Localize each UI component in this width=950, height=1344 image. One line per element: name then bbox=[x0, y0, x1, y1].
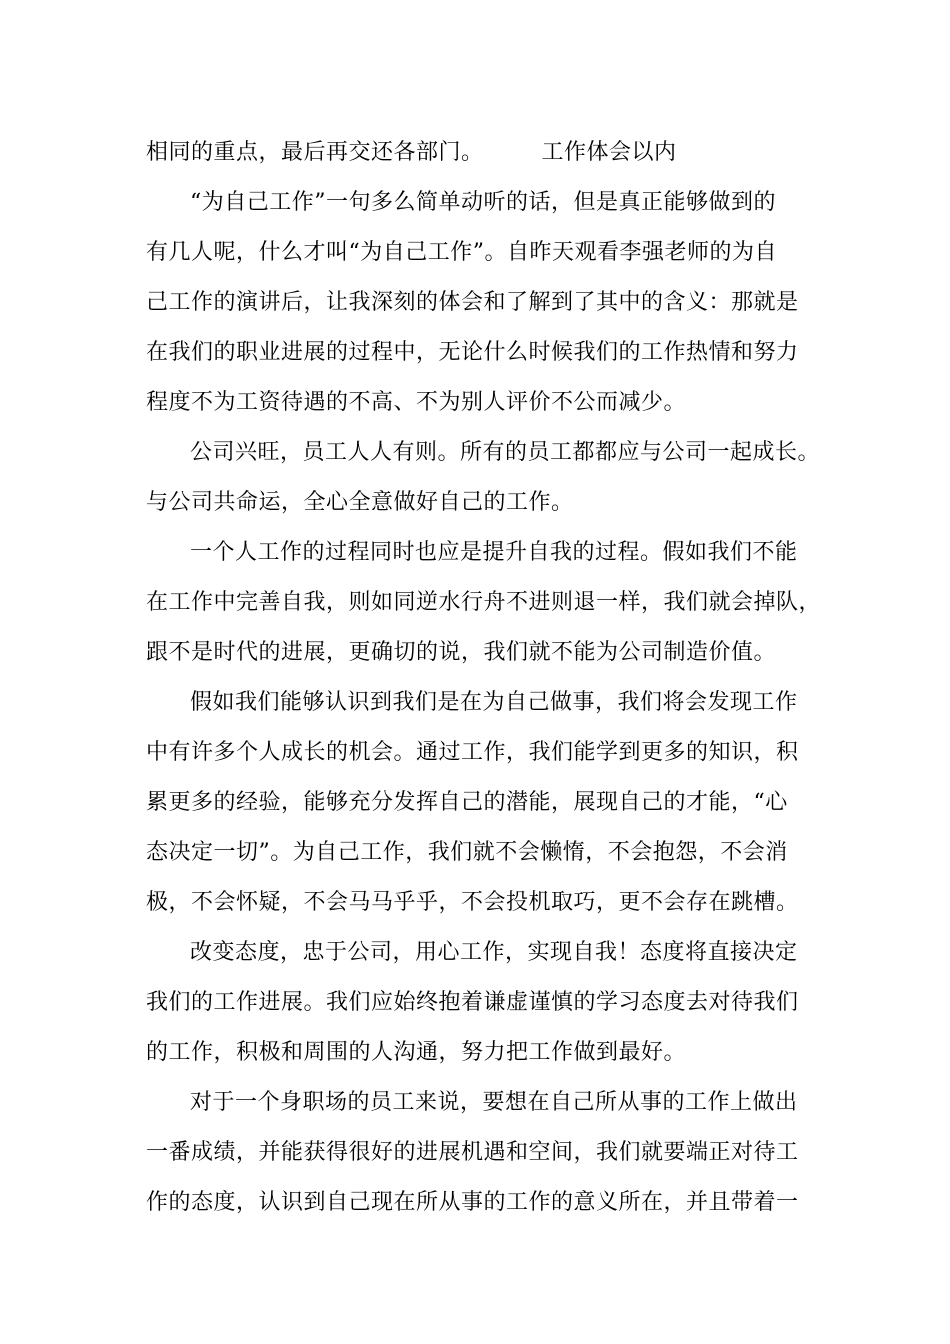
continuation-tail-text: 工作体会以内 bbox=[541, 140, 677, 165]
paragraph-line: 的工作，积极和周围的人沟通，努力把工作做到最好。 bbox=[146, 1040, 687, 1065]
paragraph-line: 假如我们能够认识到我们是在为自己做事，我们将会发现工作 bbox=[190, 690, 798, 715]
paragraph-line: 跟不是时代的进展，更确切的说，我们就不能为公司制造价值。 bbox=[146, 640, 777, 665]
continuation-text: 相同的重点，最后再交还各部门。 bbox=[146, 140, 484, 165]
paragraph-line: 己工作的演讲后，让我深刻的体会和了解到了其中的含义：那就是 bbox=[146, 290, 799, 315]
paragraph-2 bbox=[146, 428, 821, 528]
paragraph-line: 公司兴旺，员工人人有则。所有的员工都都应与公司一起成长。 bbox=[190, 440, 821, 465]
paragraph-4 bbox=[146, 678, 810, 928]
paragraph-line: 累更多的经验，能够充分发挥自己的潜能，展现自己的才能，“心 bbox=[146, 790, 788, 815]
paragraph-line: 我们的工作进展。我们应始终抱着谦虚谨慎的学习态度去对待我们 bbox=[146, 990, 799, 1015]
paragraph-line: 程度不为工资待遇的不高、不为别人评价不公而减少。 bbox=[146, 390, 687, 415]
document-body bbox=[146, 128, 822, 1228]
paragraph-line: 一番成绩，并能获得很好的进展机遇和空间，我们就要端正对待工 bbox=[146, 1140, 799, 1165]
paragraph-line: 在我们的职业进展的过程中，无论什么时候我们的工作热情和努力 bbox=[146, 340, 799, 365]
paragraph-line: 改变态度，忠于公司，用心工作，实现自我！态度将直接决定 bbox=[190, 940, 798, 965]
paragraph-line: 极，不会怀疑，不会马马乎乎，不会投机取巧，更不会存在跳槽。 bbox=[146, 890, 799, 915]
paragraph-line: 中有许多个人成长的机会。通过工作，我们能学到更多的知识，积 bbox=[146, 740, 799, 765]
paragraph-line: 与公司共命运，全心全意做好自己的工作。 bbox=[146, 490, 574, 515]
paragraph-3 bbox=[146, 528, 822, 678]
paragraph-line: 态决定一切”。为自己工作，我们就不会懒惰，不会抱怨，不会消 bbox=[146, 840, 788, 865]
continuation-line bbox=[146, 128, 810, 178]
paragraph-line: 有几人呢，什么才叫“为自己工作”。自昨天观看李强老师的为自 bbox=[146, 240, 777, 265]
paragraph-line: 一个人工作的过程同时也应是提升自我的过程。假如我们不能 bbox=[190, 540, 798, 565]
paragraph-line: 对于一个身职场的员工来说，要想在自己所从事的工作上做出 bbox=[190, 1090, 798, 1115]
paragraph-6 bbox=[146, 1078, 810, 1228]
paragraph-5 bbox=[146, 928, 810, 1078]
paragraph-1 bbox=[146, 178, 810, 428]
paragraph-line: 作的态度，认识到自己现在所从事的工作的意义所在，并且带着一 bbox=[146, 1190, 799, 1215]
paragraph-line: “为自己工作”一句多么简单动听的话，但是真正能够做到的 bbox=[190, 190, 776, 215]
paragraph-line: 在工作中完善自我，则如同逆水行舟不进则退一样，我们就会掉队， bbox=[146, 590, 822, 615]
